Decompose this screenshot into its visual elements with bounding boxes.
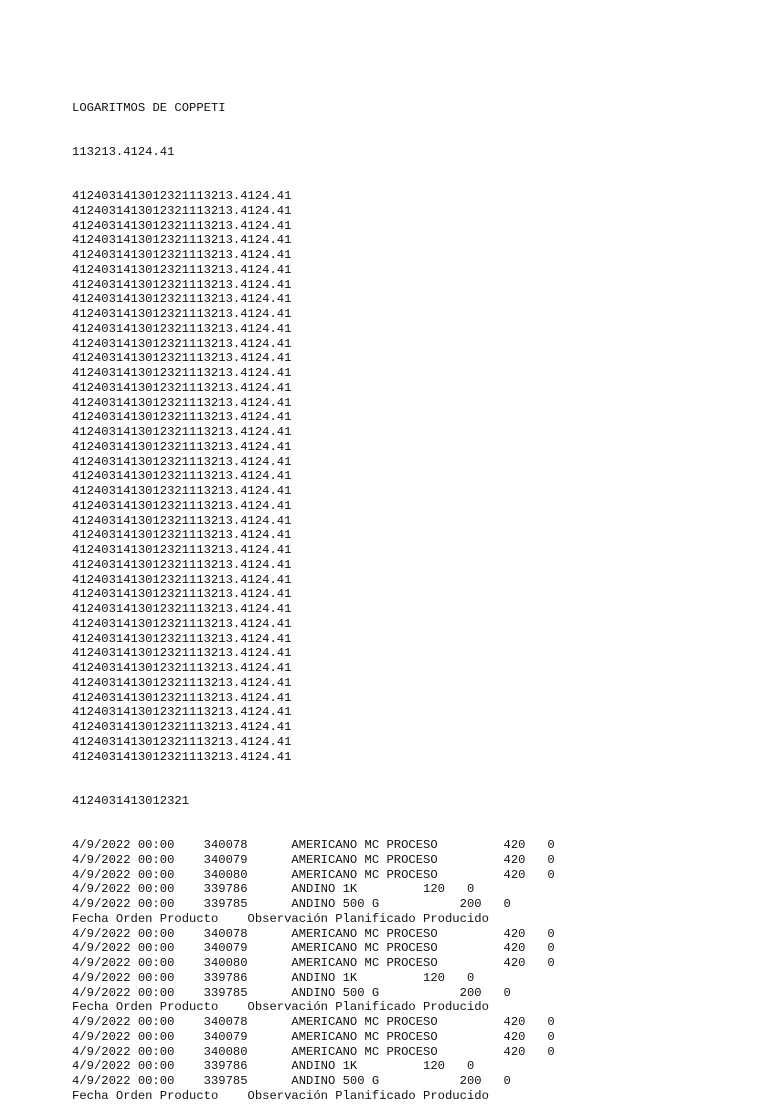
record-row: 4/9/2022 00:00 340079 AMERICANO MC PROCESO 420 0 bbox=[72, 1029, 555, 1044]
numeric-line: 4124031413012321113213.4124.41 bbox=[72, 661, 292, 675]
numeric-line: 4124031413012321113213.4124.41 bbox=[72, 690, 292, 705]
repeated-lines bbox=[72, 189, 555, 764]
numeric-line: 4124031413012321113213.4124.41 bbox=[72, 646, 292, 661]
numeric-line: 4124031413012321113213.4124.41 bbox=[72, 528, 292, 543]
record-row: 4/9/2022 00:00 339786 ANDINO 1K 120 0 bbox=[72, 970, 475, 985]
numeric-line: 4124031413012321113213.4124.41 bbox=[72, 734, 292, 749]
numeric-line: 4124031413012321113213.4124.41 bbox=[72, 380, 292, 395]
numeric-line: 4124031413012321113213.4124.41 bbox=[72, 749, 292, 764]
record-block bbox=[72, 838, 555, 927]
numeric-line: 4124031413012321113213.4124.41 bbox=[72, 307, 292, 321]
column-header-line: Fecha Orden Producto Observación Planificado Producido bbox=[72, 1088, 489, 1103]
numeric-line: 4124031413012321113213.4124.41 bbox=[72, 395, 292, 410]
numeric-line: 4124031413012321113213.4124.41 bbox=[72, 469, 292, 484]
numeric-line: 4124031413012321113213.4124.41 bbox=[72, 587, 292, 602]
numeric-line: 4124031413012321113213.4124.41 bbox=[72, 484, 292, 498]
record-blocks bbox=[72, 838, 555, 1104]
numeric-line: 4124031413012321113213.4124.41 bbox=[72, 203, 292, 218]
numeric-line: 4124031413012321113213.4124.41 bbox=[72, 498, 292, 513]
numeric-line: 4124031413012321113213.4124.41 bbox=[72, 616, 292, 631]
final-partial-line: 4124031413012321 bbox=[72, 793, 190, 808]
numeric-line: 4124031413012321113213.4124.41 bbox=[72, 277, 292, 292]
record-row: 4/9/2022 00:00 340078 AMERICANO MC PROCESO 420 0 bbox=[72, 926, 555, 941]
numeric-line: 4124031413012321113213.4124.41 bbox=[72, 336, 292, 351]
numeric-line: 4124031413012321113213.4124.41 bbox=[72, 189, 292, 203]
record-row: 4/9/2022 00:00 339786 ANDINO 1K 120 0 bbox=[72, 1059, 475, 1074]
numeric-line: 4124031413012321113213.4124.41 bbox=[72, 557, 292, 572]
numeric-line: 4124031413012321113213.4124.41 bbox=[72, 218, 292, 233]
numeric-line: 4124031413012321113213.4124.41 bbox=[72, 262, 292, 277]
record-row: 4/9/2022 00:00 340079 AMERICANO MC PROCESO 420 0 bbox=[72, 852, 555, 867]
numeric-line: 4124031413012321113213.4124.41 bbox=[72, 233, 292, 248]
record-row: 4/9/2022 00:00 340078 AMERICANO MC PROCESO 420 0 bbox=[72, 838, 555, 852]
numeric-line: 4124031413012321113213.4124.41 bbox=[72, 720, 292, 734]
numeric-line: 4124031413012321113213.4124.41 bbox=[72, 705, 292, 720]
record-row: 4/9/2022 00:00 339785 ANDINO 500 G 200 0 bbox=[72, 985, 511, 1000]
record-block bbox=[72, 927, 555, 1016]
numeric-line: 4124031413012321113213.4124.41 bbox=[72, 602, 292, 616]
record-row: 4/9/2022 00:00 340078 AMERICANO MC PROCESO 420 0 bbox=[72, 1015, 555, 1029]
numeric-line: 4124031413012321113213.4124.41 bbox=[72, 425, 292, 439]
record-row: 4/9/2022 00:00 340079 AMERICANO MC PROCESO 420 0 bbox=[72, 941, 555, 956]
numeric-line: 4124031413012321113213.4124.41 bbox=[72, 321, 292, 336]
numeric-line: 4124031413012321113213.4124.41 bbox=[72, 513, 292, 528]
record-row: 4/9/2022 00:00 339785 ANDINO 500 G 200 0 bbox=[72, 1074, 511, 1088]
numeric-line: 4124031413012321113213.4124.41 bbox=[72, 292, 292, 307]
numeric-line: 4124031413012321113213.4124.41 bbox=[72, 248, 292, 262]
record-row: 4/9/2022 00:00 340080 AMERICANO MC PROCESO 420 0 bbox=[72, 867, 555, 882]
numeric-line: 4124031413012321113213.4124.41 bbox=[72, 410, 292, 425]
record-row: 4/9/2022 00:00 339785 ANDINO 500 G 200 0 bbox=[72, 897, 511, 911]
record-block bbox=[72, 1015, 555, 1104]
numeric-line: 4124031413012321113213.4124.41 bbox=[72, 454, 292, 469]
numeric-line: 4124031413012321113213.4124.41 bbox=[72, 351, 292, 366]
document-title: LOGARITMOS DE COPPETI bbox=[72, 100, 226, 115]
numeric-line: 4124031413012321113213.4124.41 bbox=[72, 439, 292, 454]
column-header-line: Fecha Orden Producto Observación Planificado Producido bbox=[72, 911, 489, 926]
record-row: 4/9/2022 00:00 340080 AMERICANO MC PROCESO 420 0 bbox=[72, 1044, 555, 1059]
numeric-line: 4124031413012321113213.4124.41 bbox=[72, 543, 292, 557]
record-row: 4/9/2022 00:00 339786 ANDINO 1K 120 0 bbox=[72, 882, 475, 897]
numeric-line: 4124031413012321113213.4124.41 bbox=[72, 631, 292, 646]
numeric-line: 4124031413012321113213.4124.41 bbox=[72, 366, 292, 380]
header-value: 113213.4124.41 bbox=[72, 144, 175, 159]
document-body bbox=[72, 71, 555, 1118]
numeric-line: 4124031413012321113213.4124.41 bbox=[72, 675, 292, 690]
column-header-line: Fecha Orden Producto Observación Planificado Producido bbox=[72, 1000, 489, 1015]
record-row: 4/9/2022 00:00 340080 AMERICANO MC PROCESO 420 0 bbox=[72, 956, 555, 970]
numeric-line: 4124031413012321113213.4124.41 bbox=[72, 572, 292, 587]
